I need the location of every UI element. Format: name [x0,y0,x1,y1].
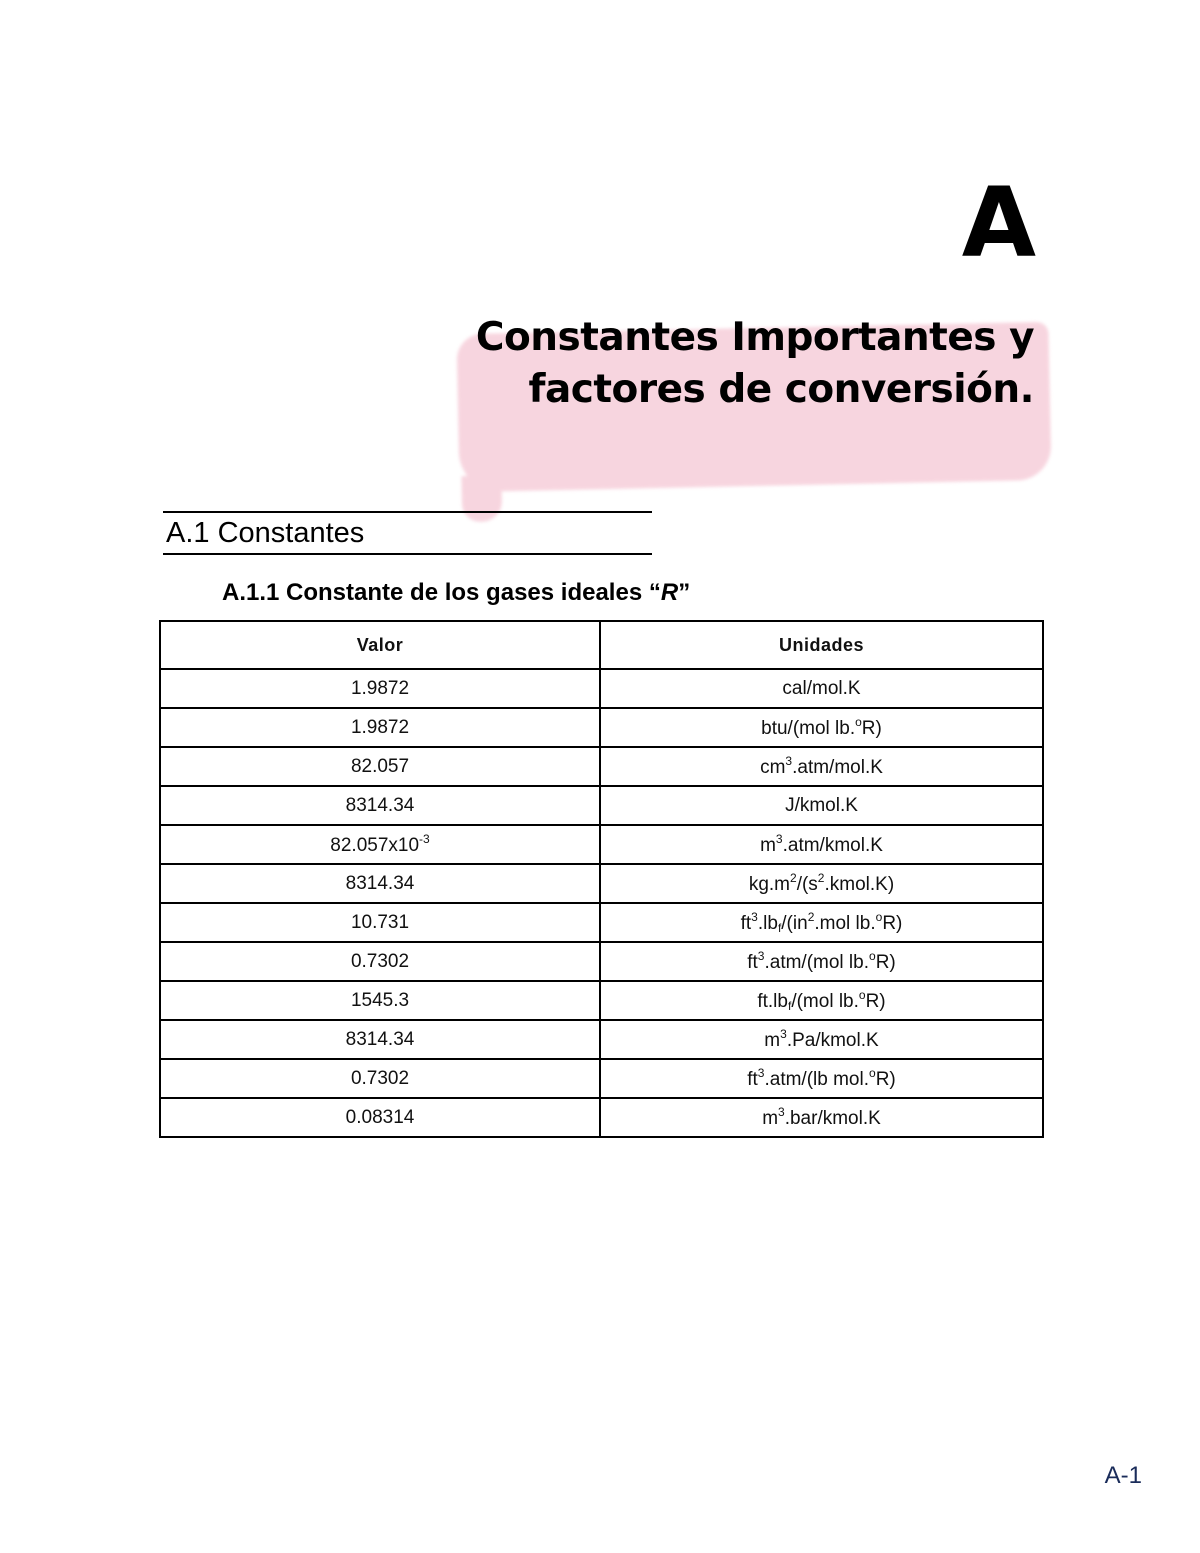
table-row [160,825,1043,864]
value-cell: 8314.34 [160,1020,600,1059]
unit-cell: $cm^3.atm/mol.K$ [600,747,1043,786]
value-cell: 0.08314 [160,1098,600,1137]
unit-cell: $ft^3.atm/(lb$ mol.$^o$R) [600,1059,1043,1098]
value-cell: 1545.3 [160,981,600,1020]
unit-cell: $ft^3.atm/(mol$ lb.$^o$R) [600,942,1043,981]
table-row [160,669,1043,708]
gas-constant-symbol: R [660,579,679,606]
gas-constant-table [159,620,1044,1138]
value-cell: 0.7302 [160,942,600,981]
chapter-title-line-2: factores de conversión. [528,367,1034,412]
unit-cell: cal/mol.K [600,669,1043,708]
table-row [160,708,1043,747]
table-row [160,1098,1043,1137]
column-header-value: Valor [160,621,600,669]
table-body [160,669,1043,1137]
subsection-heading-close-quote: ” [678,579,691,606]
unit-cell: btu/(mol lb.$^o$R) [600,708,1043,747]
value-cell: 1.9872 [160,708,600,747]
page-number: A-1 [1104,1462,1142,1489]
subsection-heading [222,574,690,612]
table-row [160,942,1043,981]
chapter-title [394,312,1034,416]
unit-cell: $kg.m^2/(s^2.kmol.K)$ [600,864,1043,903]
chapter-title-line-1: Constantes Importantes y [475,315,1034,360]
table-row [160,786,1043,825]
table-row [160,747,1043,786]
value-cell: 0.7302 [160,1059,600,1098]
unit-cell: $m^3.Pa/kmol.K$ [600,1020,1043,1059]
unit-cell: $m^3.bar/kmol.K$ [600,1098,1043,1137]
value-cell: 8314.34 [160,786,600,825]
value-cell: 1.9872 [160,669,600,708]
value-cell: 10.731 [160,903,600,942]
unit-cell: J/kmol.K [600,786,1043,825]
table-row [160,1059,1043,1098]
section-heading: A.1 Constantes [163,511,652,555]
value-cell: 8314.34 [160,864,600,903]
value-cell: 82.057 [160,747,600,786]
unit-cell: $ft.lb_f/(mol$ lb.$^o$R) [600,981,1043,1020]
table-header-row [160,621,1043,669]
unit-cell: $ft^3.lb_f/(in^2.mol$ lb.$^o$R) [600,903,1043,942]
value-cell: $82.057x10^{-3}$ [160,825,600,864]
chapter-letter: A [961,167,1034,279]
table-row [160,864,1043,903]
subsection-heading-text: A.1.1 Constante de los gases ideales “ [222,579,661,606]
column-header-units: Unidades [600,621,1043,669]
table-row [160,981,1043,1020]
table-row [160,903,1043,942]
table-row [160,1020,1043,1059]
unit-cell: $m^3.atm/kmol.K$ [600,825,1043,864]
